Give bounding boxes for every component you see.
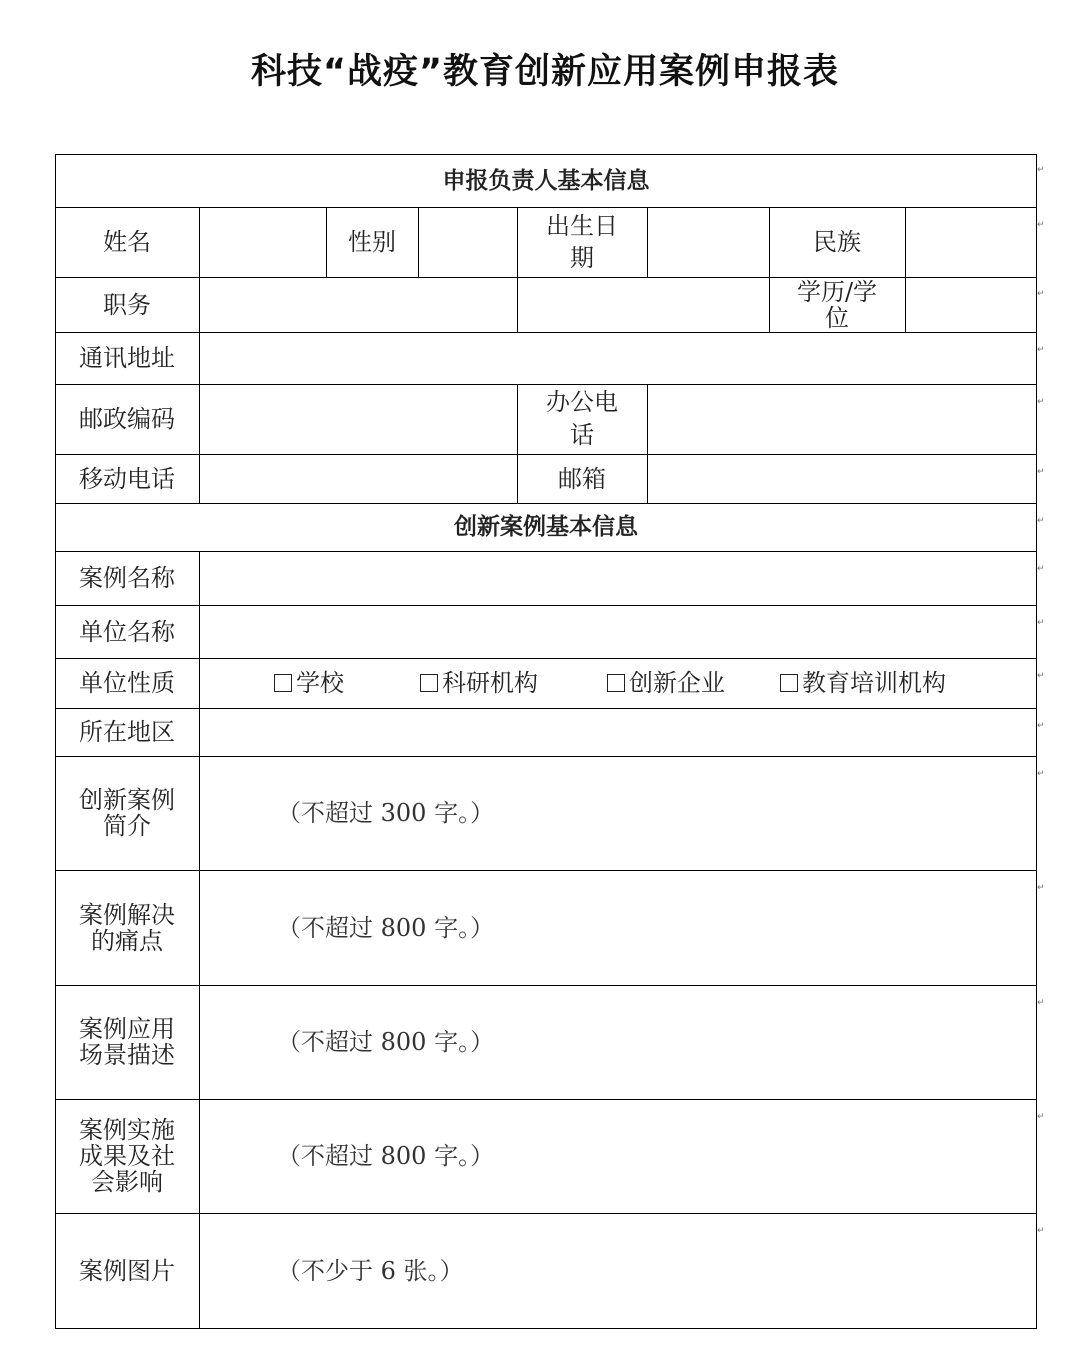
office-phone-field[interactable] xyxy=(647,384,1036,454)
pain-point-label-line: 案例解决 xyxy=(79,900,175,929)
ethnicity-field[interactable] xyxy=(905,207,1036,277)
intro-label xyxy=(55,756,199,870)
row-end-mark: ↵ xyxy=(1037,345,1045,355)
org-name-field[interactable] xyxy=(199,605,1036,658)
org-type-option-enterprise[interactable] xyxy=(607,670,725,696)
org-type-label: 单位性质 xyxy=(79,669,175,697)
row-end-mark: ↵ xyxy=(1037,165,1045,175)
birth-date-label-line: 期 xyxy=(570,244,594,272)
checkbox-icon[interactable] xyxy=(420,674,438,692)
section-header-case: 创新案例基本信息 xyxy=(454,514,638,540)
row-end-mark: ↵ xyxy=(1037,467,1045,477)
row-end-mark: ↵ xyxy=(1037,721,1045,731)
scene-label-line: 场景描述 xyxy=(79,1041,175,1069)
rule xyxy=(1036,154,1037,1329)
row-end-mark: ↵ xyxy=(1037,564,1045,574)
intro-label-line: 创新案例 xyxy=(79,786,175,814)
option-label: 科研机构 xyxy=(442,669,538,697)
degree-label-line: 学历/学 xyxy=(796,277,878,306)
email-field[interactable] xyxy=(647,454,1036,503)
section-header-applicant: 申报负责人基本信息 xyxy=(442,167,650,194)
office-phone-label-line: 办公电 xyxy=(546,388,618,416)
postcode-field[interactable] xyxy=(199,384,517,454)
row-end-mark: ↵ xyxy=(1037,769,1045,779)
scene-label-line: 案例应用 xyxy=(79,1015,175,1043)
row-end-mark: ↵ xyxy=(1037,618,1045,628)
region-field[interactable] xyxy=(199,708,1036,756)
region-label: 所在地区 xyxy=(79,718,175,746)
scene-field[interactable]: （不超过 800 字。） xyxy=(277,1028,495,1056)
mobile-field[interactable] xyxy=(199,454,517,503)
scene-label xyxy=(55,985,199,1099)
checkbox-icon[interactable] xyxy=(607,674,625,692)
row-end-mark: ↵ xyxy=(1037,671,1045,681)
intro-field[interactable]: （不超过 300 字。） xyxy=(277,799,495,827)
option-label: 教育培训机构 xyxy=(802,669,946,697)
degree-label-line: 位 xyxy=(825,303,849,332)
images-field[interactable]: （不少于 6 张。） xyxy=(277,1256,464,1285)
row-end-mark: ↵ xyxy=(1037,289,1045,299)
mobile-label: 移动电话 xyxy=(79,464,175,493)
result-label-line: 成果及社 xyxy=(79,1142,175,1170)
postcode-label: 邮政编码 xyxy=(79,405,175,433)
email-label: 邮箱 xyxy=(558,464,606,493)
application-form xyxy=(55,154,1037,1329)
row-end-mark: ↵ xyxy=(1037,397,1045,407)
row-end-mark: ↵ xyxy=(1037,1112,1045,1122)
row-end-mark: ↵ xyxy=(1037,220,1045,230)
org-type-option-training[interactable] xyxy=(780,670,946,696)
pain-point-label xyxy=(55,870,199,985)
gender-label: 性别 xyxy=(348,228,396,256)
images-label: 案例图片 xyxy=(79,1256,175,1285)
address-field[interactable] xyxy=(199,332,1036,384)
org-type-option-research[interactable] xyxy=(420,670,538,696)
option-label: 学校 xyxy=(296,669,344,697)
row-end-mark: ↵ xyxy=(1037,516,1045,526)
case-name-field[interactable] xyxy=(199,551,1036,605)
result-field[interactable]: （不超过 800 字。） xyxy=(277,1142,495,1170)
birth-date-label xyxy=(517,207,647,277)
form-title: 科技“战疫”教育创新应用案例申报表 xyxy=(250,52,839,92)
rule xyxy=(55,1328,1037,1329)
office-phone-label xyxy=(517,384,647,454)
address-label: 通讯地址 xyxy=(79,344,175,372)
position-field[interactable] xyxy=(199,277,517,332)
ethnicity-label: 民族 xyxy=(813,228,861,256)
result-label-line: 案例实施 xyxy=(79,1116,175,1144)
degree-field[interactable] xyxy=(905,277,1036,332)
name-field[interactable] xyxy=(199,207,326,277)
position-label: 职务 xyxy=(103,290,151,319)
org-name-label: 单位名称 xyxy=(79,617,175,646)
position-extra-field[interactable] xyxy=(517,277,769,332)
pain-point-field[interactable]: （不超过 800 字。） xyxy=(277,913,495,942)
intro-label-line: 简介 xyxy=(103,812,151,840)
org-type-option-school[interactable] xyxy=(274,670,344,696)
row-end-mark: ↵ xyxy=(1037,883,1045,893)
birth-date-label-line: 出生日 xyxy=(546,212,618,240)
case-name-label: 案例名称 xyxy=(79,564,175,592)
row-end-mark: ↵ xyxy=(1037,1226,1045,1236)
org-type-options xyxy=(199,658,1036,708)
option-label: 创新企业 xyxy=(629,669,725,697)
pain-point-label-line: 的痛点 xyxy=(91,926,163,955)
office-phone-label-line: 话 xyxy=(570,421,594,449)
result-label-line: 会影响 xyxy=(91,1168,163,1196)
birth-date-field[interactable] xyxy=(647,207,769,277)
row-end-mark: ↵ xyxy=(1037,998,1045,1008)
gender-field[interactable] xyxy=(418,207,517,277)
name-label: 姓名 xyxy=(103,228,151,256)
checkbox-icon[interactable] xyxy=(780,674,798,692)
checkbox-icon[interactable] xyxy=(274,674,292,692)
degree-label xyxy=(769,277,905,332)
result-label xyxy=(55,1099,199,1213)
